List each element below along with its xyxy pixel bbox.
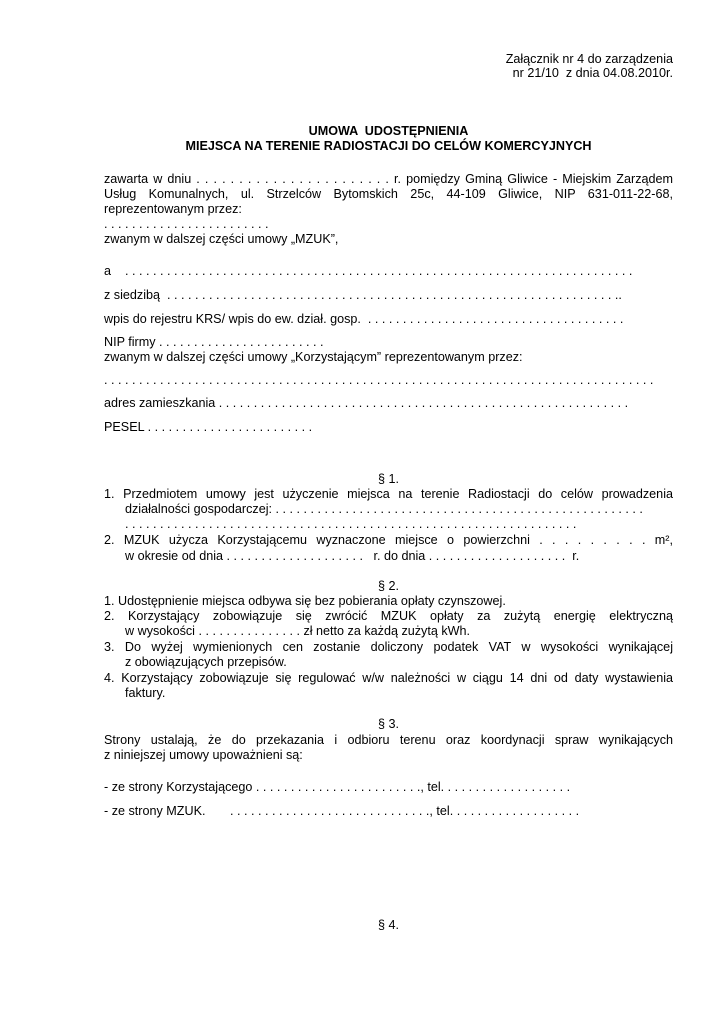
section1-item1-line2: działalności gospodarczej: . . . . . . . . . . . . . . . . . . . . . . . . . . . . . . . . . . . . . . . . . . . . . . . . . . . . . <box>125 502 643 516</box>
intro-line4: . . . . . . . . . . . . . . . . . . . . . . . . <box>104 217 269 231</box>
party-pesel-line: PESEL . . . . . . . . . . . . . . . . . . . . . . . . <box>104 420 313 434</box>
intro-line1: zawarta w dniu . . . . . . . . . . . . . . . . . . . . . . . r. pomiędzy Gminą Gliwice - Miejskim Zarządem <box>104 172 673 186</box>
section3-heading: § 3. <box>377 717 399 731</box>
party-a-line: a . . . . . . . . . . . . . . . . . . . . . . . . . . . . . . . . . . . . . . . . . . . . . . . . . . . . . . . . . . . . . . . . . . . . . . . . . <box>104 264 633 278</box>
section2-item2-line2: w wysokości . . . . . . . . . . . . . . . zł netto za każdą zużytą kWh. <box>125 624 471 638</box>
party-nip-line: NIP firmy . . . . . . . . . . . . . . . . . . . . . . . . <box>104 335 324 349</box>
party-seat-line: z siedzibą . . . . . . . . . . . . . . . . . . . . . . . . . . . . . . . . . . . . . . . . . . . . . . . . . . . . . . . . . . . . . . . . .. <box>104 288 622 302</box>
party-krs-line: wpis do rejestru KRS/ wpis do ew. dział. gosp. . . . . . . . . . . . . . . . . . . . . . . . . . . . . . . . . . . . . . <box>104 312 624 326</box>
document-title-line2: MIEJSCA NA TERENIE RADIOSTACJI DO CELÓW KOMERCYJNYCH <box>185 139 592 153</box>
party-called-line: zwanym w dalszej części umowy „Korzystającym” reprezentowanym przez: <box>104 350 523 364</box>
section1-item1-line3: . . . . . . . . . . . . . . . . . . . . . . . . . . . . . . . . . . . . . . . . . . . . . . . . . . . . . . . . . . . . . . . . . <box>125 517 577 531</box>
party-address-line: adres zamieszkania . . . . . . . . . . . . . . . . . . . . . . . . . . . . . . . . . . . . . . . . . . . . . . . . . . . . . . . . . . . <box>104 396 629 410</box>
attachment-note-line1: Załącznik nr 4 do zarządzenia <box>505 52 673 66</box>
section1-heading: § 1. <box>377 472 399 486</box>
section2-item1: 1. Udostępnienie miejsca odbywa się bez pobierania opłaty czynszowej. <box>104 594 506 608</box>
section3-para-line1: Strony ustalają, że do przekazania i odbioru terenu oraz koordynacji spraw wynikających <box>104 733 673 747</box>
section2-item3-line2: z obowiązujących przepisów. <box>125 655 287 669</box>
section2-item4-line1: 4. Korzystający zobowiązuje się regulować w/w należności w ciągu 14 dni od daty wystawienia <box>104 671 673 685</box>
section2-item3-line1: 3. Do wyżej wymienionych cen zostanie doliczony podatek VAT w wysokości wynikającej <box>104 640 673 654</box>
party-representative-dots: . . . . . . . . . . . . . . . . . . . . . . . . . . . . . . . . . . . . . . . . . . . . . . . . . . . . . . . . . . . . . . . . . . . . . . . . . . . . . . . <box>104 373 654 387</box>
section2-heading: § 2. <box>377 579 399 593</box>
intro-line2: Usług Komunalnych, ul. Strzelców Bytomskich 25c, 44-109 Gliwice, NIP 631-011-22-68, <box>104 187 673 201</box>
section2-item4-line2: faktury. <box>125 686 166 700</box>
intro-line5: zwanym w dalszej części umowy „MZUK”, <box>104 232 339 246</box>
section1-item2-line2: w okresie od dnia . . . . . . . . . . . . . . . . . . . . r. do dnia . . . . . . . . . . . . . . . . . . . . r. <box>125 549 580 563</box>
section3-para-line2: z niniejszej umowy upoważnieni są: <box>104 748 303 762</box>
document-title-line1: UMOWA UDOSTĘPNIENIA <box>308 124 469 138</box>
attachment-note-line2: nr 21/10 z dnia 04.08.2010r. <box>512 66 673 80</box>
section4-heading: § 4. <box>377 918 399 932</box>
section3-mzuk-contact: - ze strony MZUK. . . . . . . . . . . . . . . . . . . . . . . . . . . . . ., tel. . . . . . . . . . . . . . . . . . . <box>104 804 580 818</box>
section3-user-contact: - ze strony Korzystającego . . . . . . . . . . . . . . . . . . . . . . . ., tel. . . . . . . . . . . . . . . . . . . <box>104 780 571 794</box>
section1-item2-line1: 2. MZUK użycza Korzystającemu wyznaczone miejsce o powierzchni . . . . . . . . . m², <box>104 533 673 547</box>
section2-item2-line1: 2. Korzystający zobowiązuje się zwrócić MZUK opłaty za zużytą energię elektryczną <box>104 609 673 623</box>
section1-item1-line1: 1. Przedmiotem umowy jest użyczenie miejsca na terenie Radiostacji do celów prowadzenia <box>104 487 673 501</box>
intro-line3: reprezentowanym przez: <box>104 202 242 216</box>
